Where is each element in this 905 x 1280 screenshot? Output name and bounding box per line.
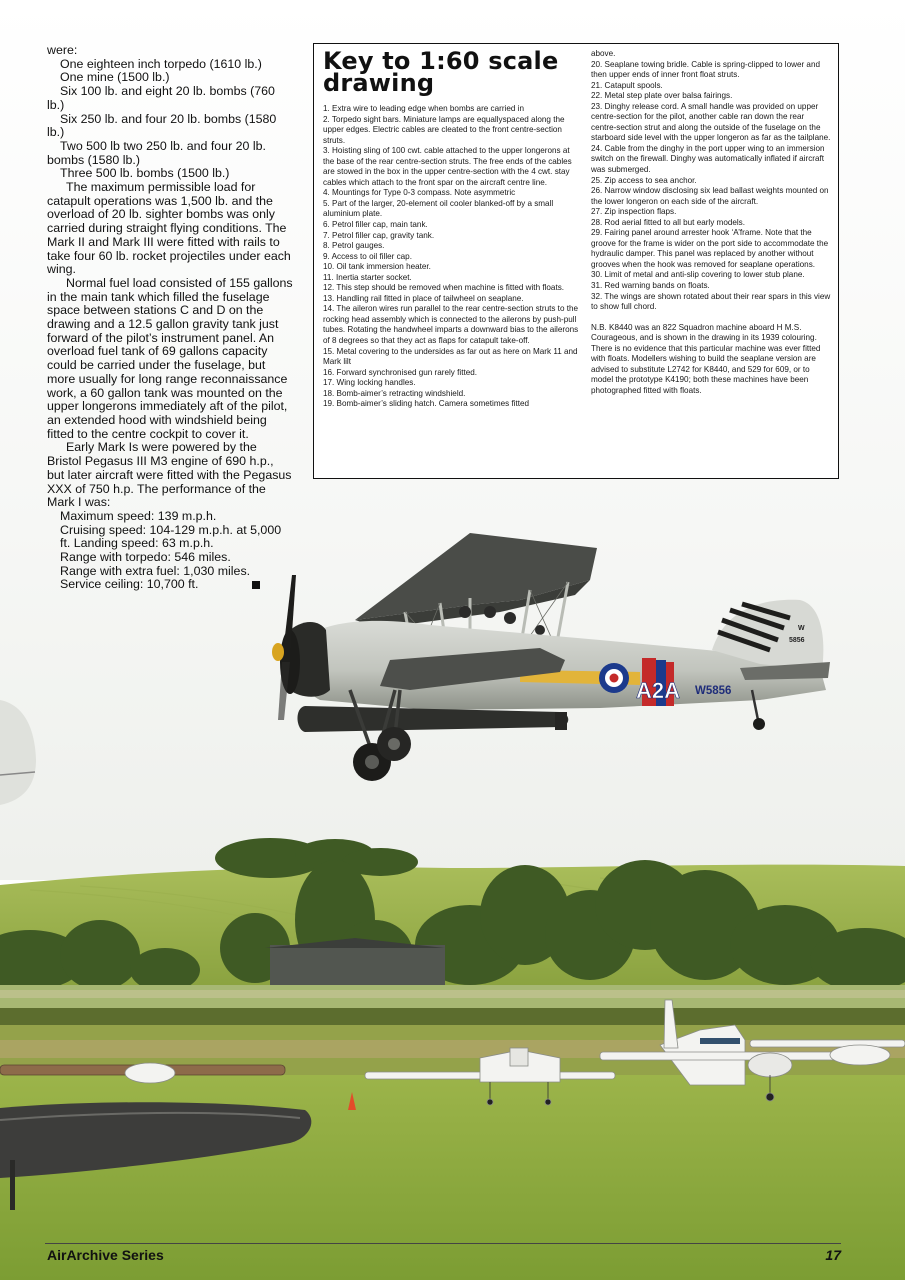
page-number: 17 [825,1247,841,1263]
nb-note: N.B. K8440 was an 822 Squadron machine aboard H M.S. Courageous, and is shown in the drawing in its 1939 colouring. There is no evidence that this particular machine was ever fitted with floats. Modellers wishing to build the seaplane version are advised to substitute L2742 for K8440, and 529 for 609, or to model the prototype K4190; both these machines have been photographed fitted with floats. [591,322,821,395]
key-item: 4. Mountings for Type 0-3 compass. Note asymmetric [323,188,516,198]
key-item: 2. Torpedo sight bars. Miniature lamps are equallyspaced along the upper edges. Electric cables are cleated to the front centre-section struts. [323,114,565,145]
key-column-2 [591,49,831,397]
article-paragraph: Six 100 lb. and eight 20 lb. bombs (760 lb.) [47,84,275,112]
key-item: 20. Seaplane towing bridle. Cable is spring-clipped to lower and then upper ends of inner front float struts. [591,59,820,80]
article-paragraph: The maximum permissible load for catapult operations was 1,500 lb. and the overload of 20 lb. sighter bombs was only carried during straight flying conditions. The Mark II and Mark III were fitted with rails to take four 60 lb. rocket projectiles under each wing. [47,180,291,277]
key-item: 27. Zip inspection flaps. [591,207,677,217]
article-paragraph: Service ceiling: 10,700 ft. [47,578,293,592]
key-item: 11. Inertia starter socket. [323,272,412,282]
key-item: 12. This step should be removed when machine is fitted with floats. [323,283,565,293]
key-item: 23. Dinghy release cord. A small handle was provided on upper centre-section for the pilot, another cable ran down the rear centre-section strut and along the outside of the fuselage on the starboard side level with the upper longeron as far as the tailplane. [591,101,831,143]
key-item: 10. Oil tank immersion heater. [323,262,431,272]
key-item: 21. Catapult spools. [591,80,663,90]
key-item: 8. Petrol gauges. [323,241,385,251]
key-item: 32. The wings are shown rotated about their rear spars in this view to show full chord. [591,291,831,312]
footer-rule [45,1243,841,1244]
article-paragraph: Maximum speed: 139 m.p.h. [60,508,217,523]
fin-serial: 5856 [789,637,805,644]
key-item: 26. Narrow window disclosing six lead ballast weights mounted on the lower longeron on each side of the aircraft. [591,186,829,206]
roundel [599,663,629,693]
key-item: 16. Forward synchronised gun rarely fitted. [323,367,477,377]
key-item: 28. Rod aerial fitted to all but early models. [591,217,746,227]
key-item: 7. Petrol filler cap, gravity tank. [323,230,435,240]
end-mark [252,581,260,589]
key-item: 22. Metal step plate over balsa fairings. [591,91,733,101]
article-paragraph: Six 250 lb. and four 20 lb. bombs (1580 lb.) [47,111,277,140]
fuselage-serial: W5856 [695,685,732,697]
tail-wheel [753,718,765,730]
key-item: 14. The aileron wires run parallel to the rear centre-section struts to the rocking head assembly which is connected to the ailerons by push-pull tubes. Rotating the handwheel imparts a downward bias to the ailerons of 8 degrees so that they act as flaps for catapult take-off. [323,304,579,346]
key-item: 24. Cable from the dinghy in the port upper wing to an immersion switch on the firewall. Dinghy was automatically inflated if aircraft was submerged. [591,143,825,175]
article-paragraph: Three 500 lb. bombs (1500 lb.) [60,166,230,181]
article-paragraph: Early Mark Is were powered by the Bristol Pegasus III M3 engine of 690 h.p., but later aircraft were fitted with the Pegasus XXX of 750 h.p. The performance of the Mark I was: [47,440,292,510]
article-paragraph: Cruising speed: 104-129 m.p.h. at 5,000 ft. Landing speed: 63 m.p.h. [60,522,282,551]
article-paragraph: One eighteen inch torpedo (1610 lb.) [60,56,262,71]
key-item: 30. Limit of metal and anti-slip covering to lower stub plane. [591,270,805,280]
key-item: 1. Extra wire to leading edge when bombs are carried in [323,104,524,113]
key-item: 19. Bomb-aimer’s sliding hatch. Camera sometimes fitted [323,399,530,409]
key-box [313,43,839,479]
code-letters: A2A [636,678,681,703]
fin-letter: W [798,625,805,632]
key-item: 6. Petrol filler cap, main tank. [323,220,428,230]
article-paragraph: were: [47,43,78,57]
key-item: 18. Bomb-aimer’s retracting windshield. [323,388,466,398]
article-paragraph: Normal fuel load consisted of 155 gallons in the main tank which filled the fuselage space between stations C and D on the drawing and a 12.5 gallon gravity tank just forward of the pilot’s instrument panel. An overload fuel tank of 69 gallons capacity could be carried under the fuselage, but more usually for long range reconnaissance work, a 60 gallon tank was mounted on the upper longerons immediately aft of the pilot, an extended hood with windshield being fitted to the centre cockpit to cover it. [47,275,293,441]
farm-building [270,945,445,985]
article-column [47,44,293,592]
key-item: 15. Metal covering to the undersides as far out as here on Mark 11 and Mark lilt [323,346,578,367]
key-item: 29. Fairing panel around arrester hook ‘A’frame. Note that the groove for the frame is wider on the port side to accommodate the hydraulic damper. This panel was replaced by another without grooves when the hook was removed for seaplane operations. [591,228,829,269]
key-item: 9. Access to oil filler cap. [323,251,412,261]
article-paragraph: Range with extra fuel: 1,030 miles. [60,563,251,578]
key-item: 25. Zip access to sea anchor. [591,175,697,185]
key-title: Key to 1:60 scale drawing [323,47,559,97]
key-item: 31. Red warning bands on floats. [591,281,710,291]
key-item: 17. Wing locking handles. [323,378,416,388]
key-item: 5. Part of the larger, 20-element oil cooler blanked-off by a small aluminium plate. [323,198,554,219]
key-item: 13. Handling rail fitted in place of tailwheel on seaplane. [323,293,524,303]
article-paragraph: Two 500 lb two 250 lb. and four 20 lb. bombs (1580 lb.) [47,138,266,167]
article-paragraph: Range with torpedo: 546 miles. [60,550,231,565]
series-title: AirArchive Series [47,1247,164,1263]
key-item: 3. Hoisting sling of 100 cwt. cable attached to the upper longerons at the base of the rear centre-section struts. The free ends of the cables are stowed in the box in the upper centre-section with the 4 cwt. stay cables which attach to the front spar on the aircraft centre line. [323,146,572,187]
key-column-1 [323,104,579,410]
key-item: above. [591,49,616,58]
article-paragraph: One mine (1500 lb.) [60,70,170,85]
